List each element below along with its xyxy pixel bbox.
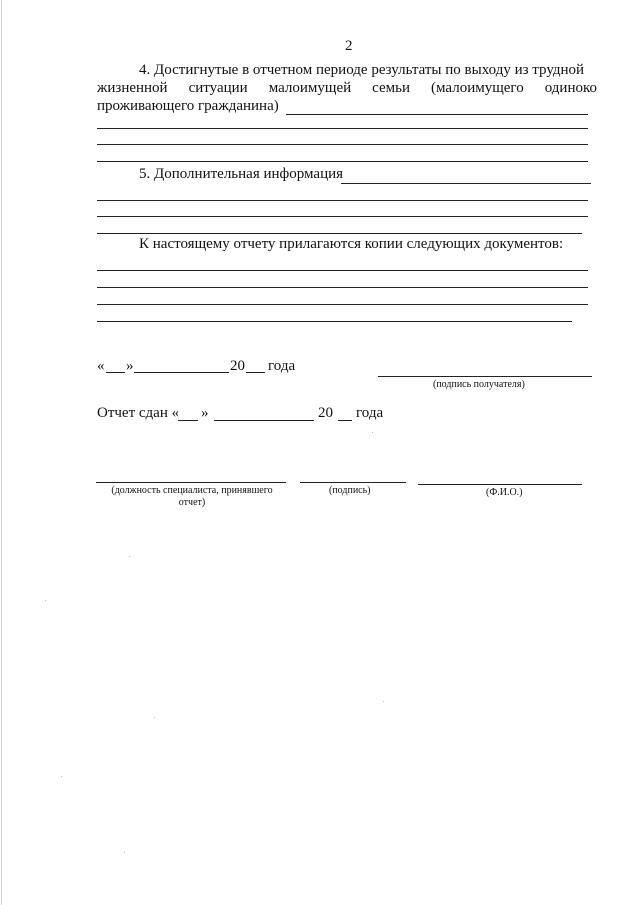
blank-line bbox=[97, 128, 588, 129]
year-blank bbox=[338, 420, 352, 421]
scan-speck bbox=[124, 852, 125, 853]
date-year-prefix: 20 bbox=[230, 358, 245, 374]
month-blank bbox=[214, 420, 314, 421]
section4-word: семьи bbox=[372, 80, 411, 96]
month-blank bbox=[134, 372, 229, 373]
date-close-quote: » bbox=[126, 358, 134, 374]
section4-word: ситуации bbox=[188, 80, 248, 96]
section4-word: одиноко bbox=[544, 80, 597, 96]
scan-speck bbox=[154, 717, 155, 718]
blank-line bbox=[97, 287, 588, 288]
day-blank bbox=[178, 420, 198, 421]
blank-line bbox=[97, 233, 582, 234]
blank-line bbox=[97, 200, 588, 201]
blank-line bbox=[97, 161, 588, 162]
blank-line bbox=[97, 270, 588, 271]
page-number: 2 bbox=[345, 38, 353, 54]
report-submitted-label: Отчет сдан « bbox=[97, 405, 180, 421]
section4-line3: проживающего гражданина) bbox=[97, 98, 279, 114]
fio-caption: (Ф.И.О.) bbox=[486, 487, 523, 498]
blank-line bbox=[97, 321, 572, 322]
day-blank bbox=[106, 372, 125, 373]
scan-speck bbox=[45, 600, 46, 601]
report-close-quote: » bbox=[201, 405, 209, 421]
section4-word: (малоимущего bbox=[431, 80, 524, 96]
recipient-signature-line bbox=[378, 376, 592, 377]
specialist-signature-line bbox=[300, 482, 406, 483]
year-blank bbox=[246, 372, 265, 373]
section4-line2 bbox=[97, 80, 597, 97]
date-year-word: года bbox=[268, 358, 296, 374]
section4-word: жизненной bbox=[97, 80, 168, 96]
section4-line1: 4. Достигнутые в отчетном периоде результаты по выходу из трудной bbox=[139, 62, 585, 78]
scan-speck bbox=[372, 432, 373, 433]
blank-line bbox=[97, 144, 588, 145]
scan-speck bbox=[61, 776, 62, 777]
blank-line bbox=[341, 183, 591, 184]
specialist-position-line bbox=[96, 482, 286, 483]
caption-line: (должность специалиста, принявшего bbox=[111, 485, 273, 496]
report-year-prefix: 20 bbox=[318, 405, 333, 421]
section5-label: 5. Дополнительная информация bbox=[139, 166, 344, 182]
specialist-fio-line bbox=[418, 484, 582, 485]
blank-line bbox=[97, 304, 588, 305]
section4-word: малоимущей bbox=[268, 80, 352, 96]
scan-edge bbox=[1, 0, 2, 905]
scan-speck bbox=[383, 701, 384, 702]
date-open-quote: « bbox=[97, 358, 105, 374]
blank-line bbox=[286, 114, 588, 115]
caption-line: отчет) bbox=[178, 497, 206, 508]
recipient-signature-caption: (подпись получателя) bbox=[433, 379, 525, 390]
specialist-position-caption bbox=[104, 485, 280, 509]
attachments-label: К настоящему отчету прилагаются копии следующих документов: bbox=[139, 236, 564, 252]
report-year-word: года bbox=[356, 405, 384, 421]
scan-speck bbox=[129, 556, 130, 557]
signature-caption: (подпись) bbox=[329, 485, 371, 496]
blank-line bbox=[97, 216, 588, 217]
